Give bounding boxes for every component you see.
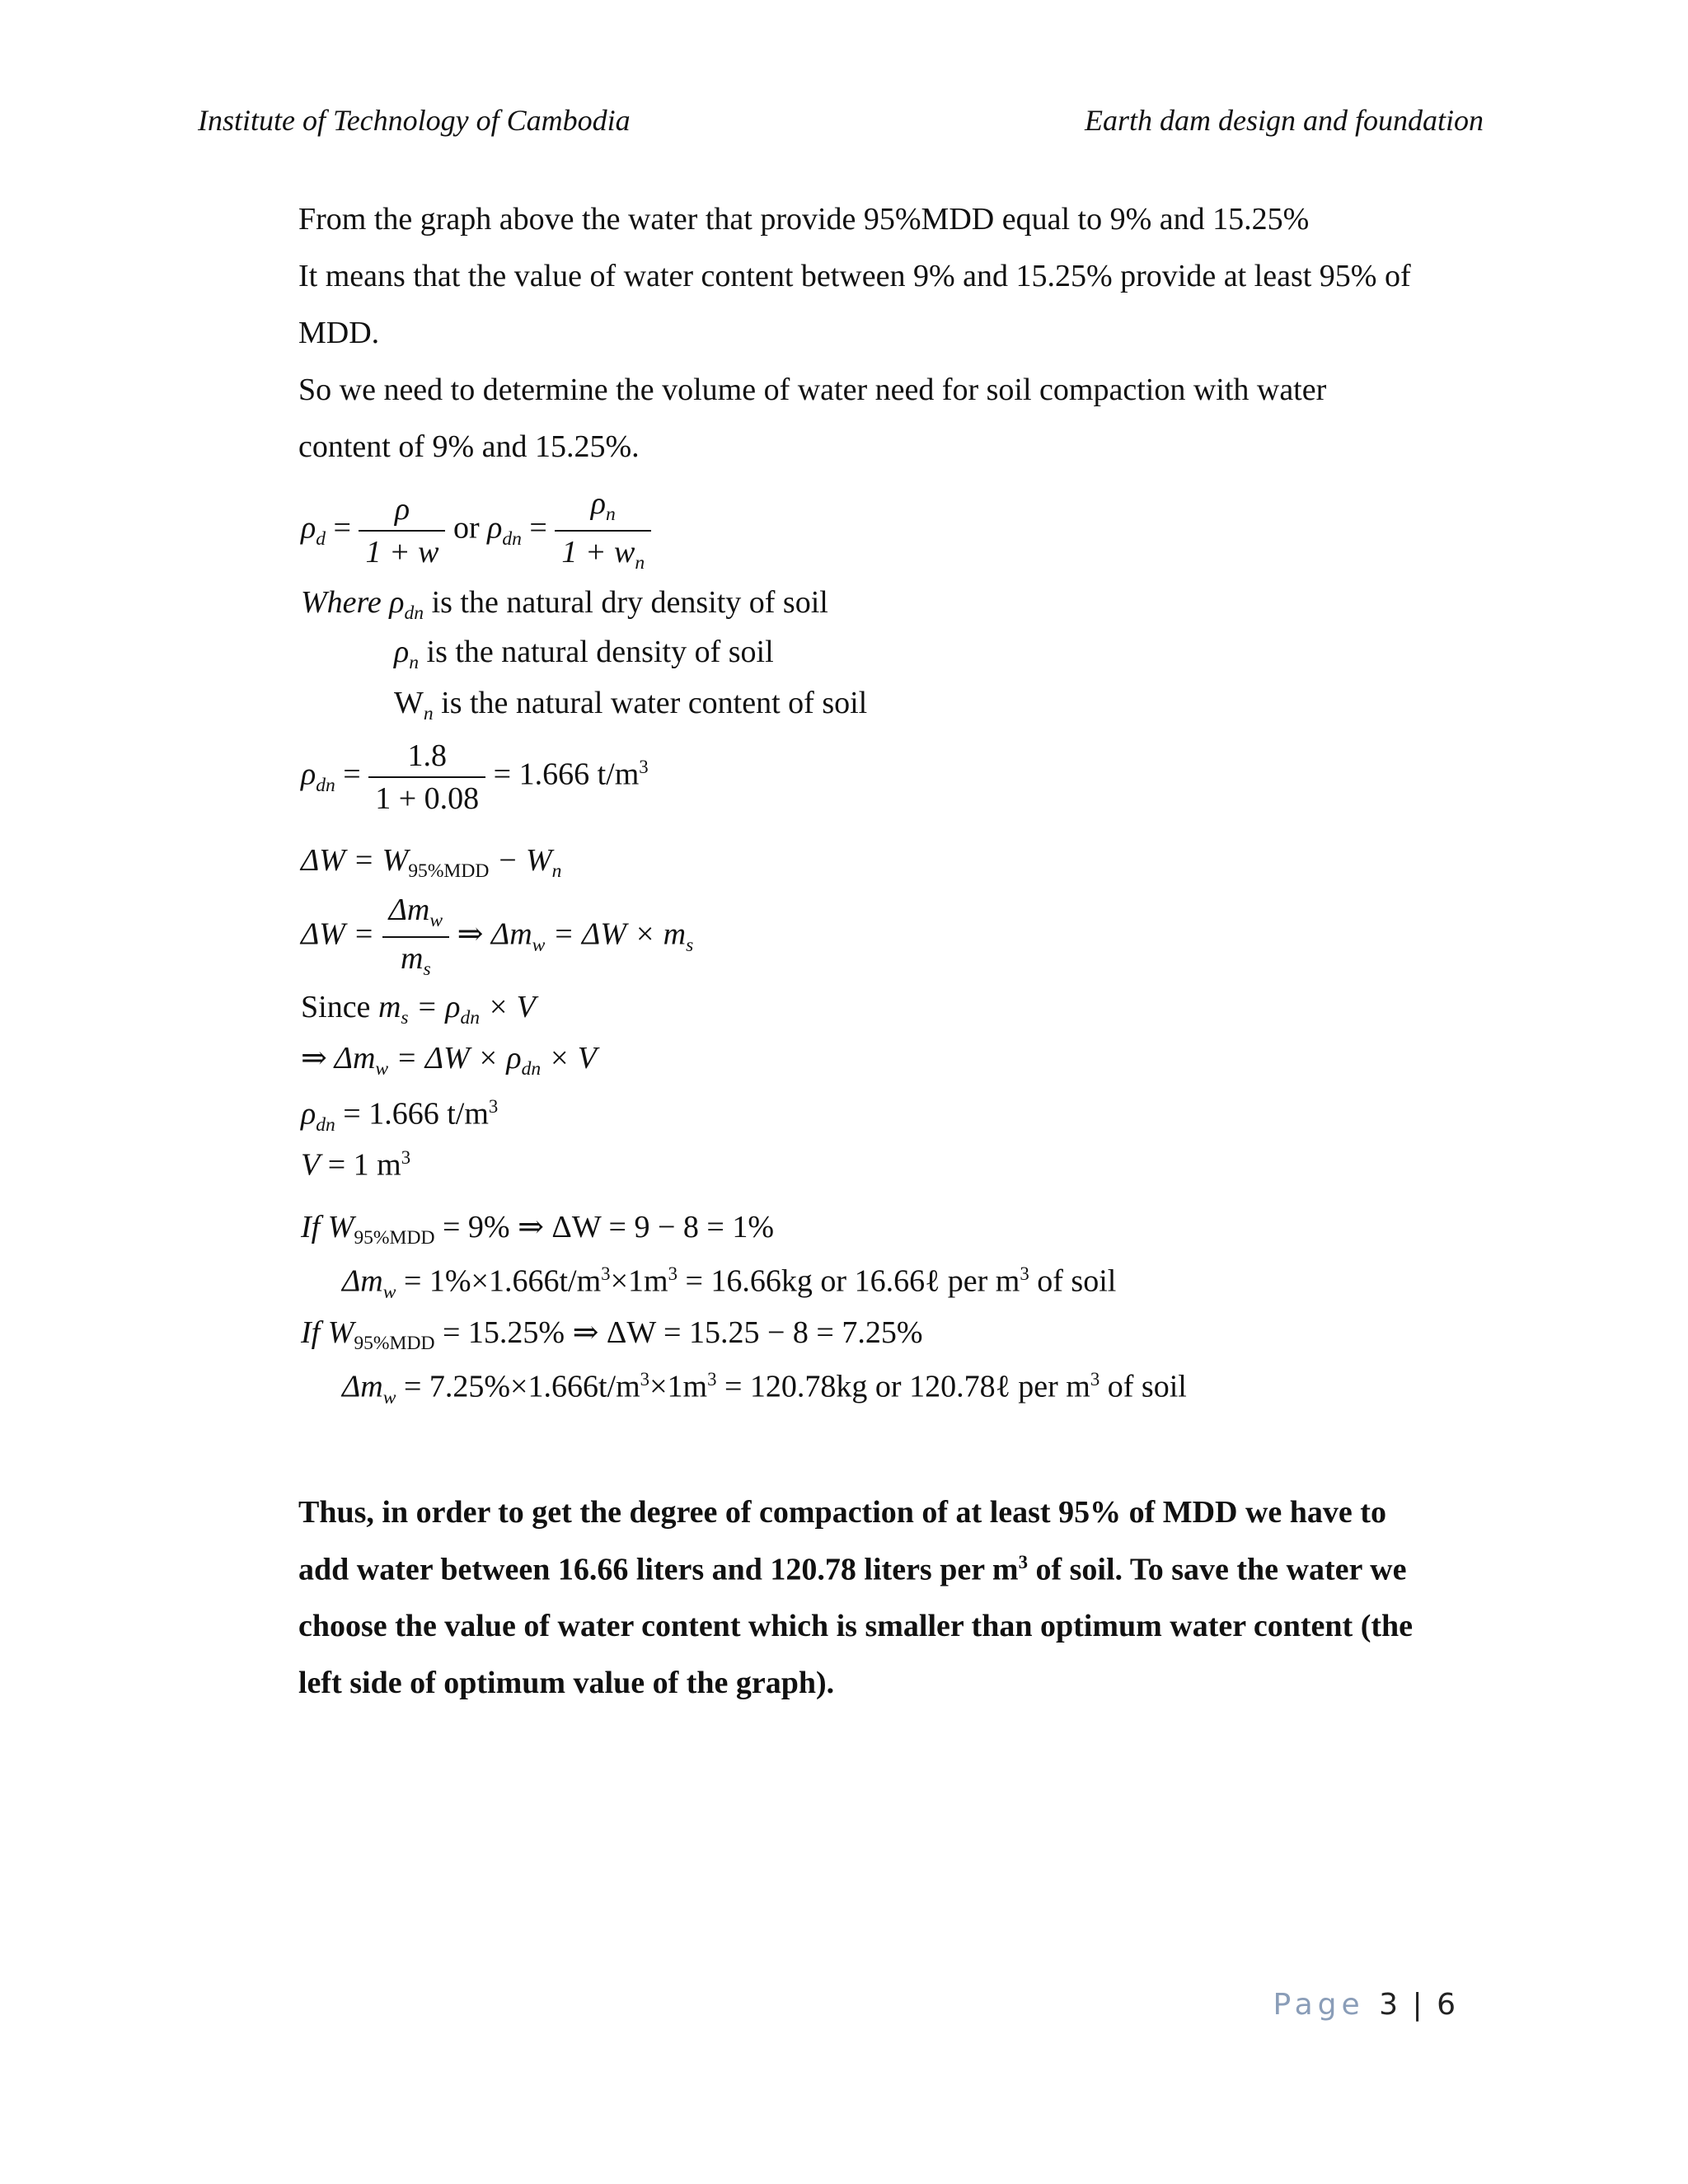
rho-dn-value: $\rho_{dn} = 1.666$ $t/m^3$	[301, 1096, 499, 1136]
implication-line: ⇒ $\Delta m_w = \Delta W \times \rho_{dn} \times V$	[301, 1041, 598, 1080]
header-left: Institute of Technology of Cambodia	[198, 104, 631, 137]
intro-line-3: MDD.	[298, 316, 380, 350]
intro-line-2: It means that the value of water content between 9% and 15.25% provide at least 95% of	[298, 259, 1411, 293]
where-line-3: $W_n$ is the natural water content of soil	[394, 686, 868, 725]
conclusion-line-1: Thus, in order to get the degree of compaction of at least 95% of MDD we have to	[298, 1495, 1386, 1530]
delta-w-mass: ΔW = $\frac{\Delta m_w}{m_s}$ ⇒ $\Delta m_w = \Delta W \times m_s$	[301, 893, 694, 981]
delta-w-def: $\Delta W = W_{95\%MDD} - W_n$	[301, 843, 562, 883]
header-right: Earth dam design and foundation	[1085, 104, 1484, 137]
intro-line-1: From the graph above the water that provide 95%MDD equal to 9% and 15.25%	[298, 202, 1310, 237]
where-line-2: $\rho_n$ is the natural density of soil	[394, 635, 774, 674]
volume-value: V = 1 $m^3$	[301, 1147, 411, 1183]
page-number: Page 3 | 6	[1273, 1988, 1456, 2022]
case1-result: $\Delta m_w = 1\%\times 1.666t/m^3\times 1m^3 = 16.66kg$ or 16.66ℓ per $m^3$ of soil	[342, 1263, 1117, 1303]
case2-result: $\Delta m_w = 7.25\%\times 1.666t/m^3\times 1m^3 = 120.78kg$ or 120.78ℓ per $m^3$ of soil	[342, 1369, 1187, 1408]
rho-dn-calc: $\rho_{dn}$ = $\frac{1.8}{1 + 0.08}$ = 1.666 $t/m^3$	[301, 738, 649, 816]
density-formula: $\rho_d$ = $\frac{\rho}{1 + w}$ or $\rho_{dn}$ = $\frac{\rho_n}{1 + w_n}$	[301, 488, 651, 574]
intro-line-5: content of 9% and 15.25%.	[298, 429, 640, 464]
conclusion-line-3: choose the value of water content which is smaller than optimum water content (the	[298, 1609, 1414, 1643]
where-line-1: Where $\rho_{dn}$ is the natural dry density of soil	[301, 585, 828, 625]
conclusion-line-4: left side of optimum value of the graph).	[298, 1666, 835, 1700]
case1-condition: If $W_{95\%MDD} = 9\%$ ⇒ ΔW = 9 − 8 = 1%	[301, 1210, 774, 1249]
case2-condition: If $W_{95\%MDD} = 15.25\%$ ⇒ ΔW = 15.25 − 8 = 7.25%	[301, 1315, 923, 1355]
since-line: Since $m_s = \rho_{dn} \times V$	[301, 990, 536, 1029]
intro-line-4: So we need to determine the volume of water need for soil compaction with water	[298, 373, 1327, 407]
conclusion-line-2: add water between 16.66 liters and 120.78 liters per $m^3$ of soil. To save the water we	[298, 1552, 1407, 1587]
